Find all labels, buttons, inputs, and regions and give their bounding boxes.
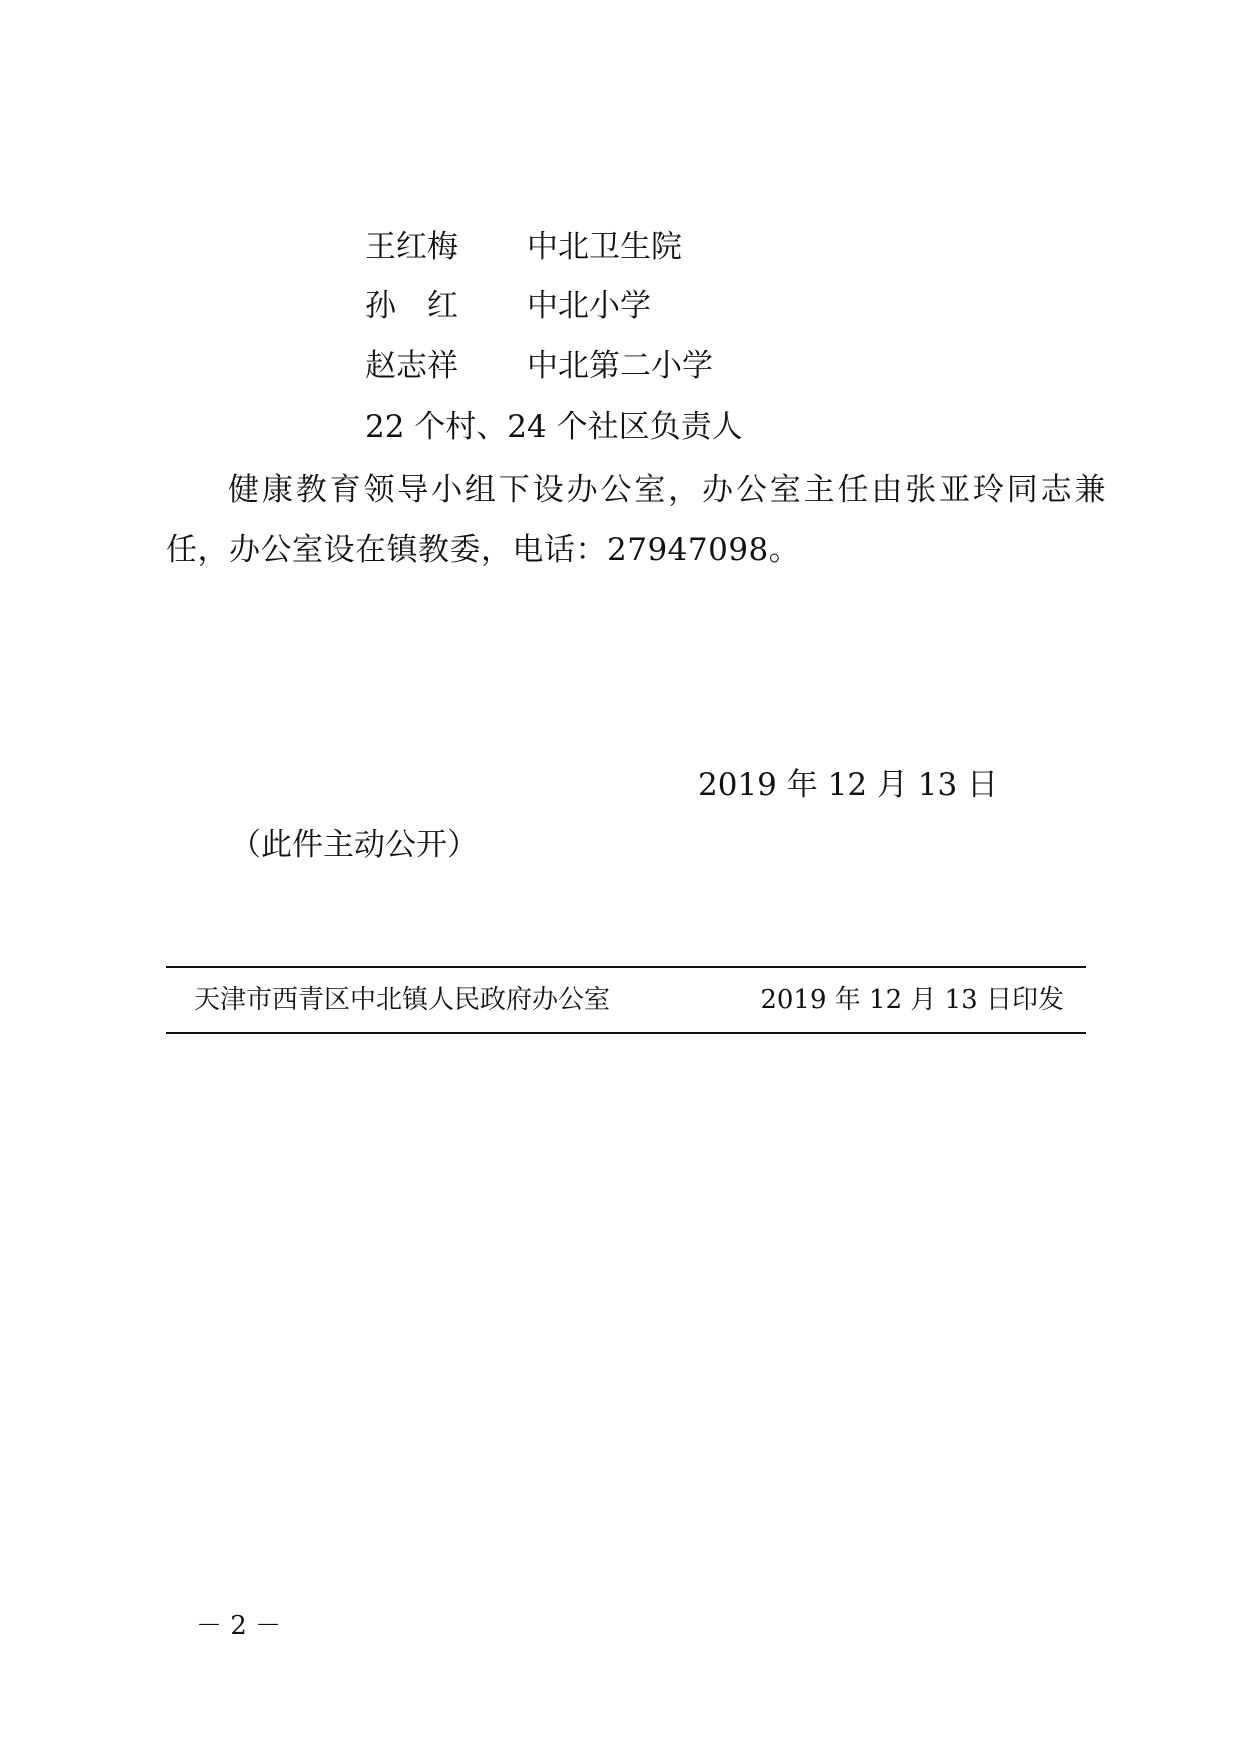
issue-date: 2019 年 12 月 13 日印发 [760, 985, 1064, 1015]
member-name: 赵志祥 [365, 348, 458, 384]
member-row [365, 284, 651, 328]
member-name: 王红梅 [365, 229, 458, 265]
issuing-office: 天津市西青区中北镇人民政府办公室 [194, 985, 611, 1015]
office-paragraph: 健康教育领导小组下设办公室，办公室主任由张亚玲同志兼任，办公室设在镇教委，电话：27947098。 [166, 472, 1106, 568]
member-name: 孙 红 [365, 288, 458, 324]
member-org: 中北小学 [527, 288, 651, 324]
member-row [365, 225, 682, 269]
member-org: 中北卫生院 [527, 229, 682, 265]
footer-bottom-rule [166, 1032, 1086, 1034]
issuance-footer [194, 978, 1064, 1022]
member-row [365, 344, 713, 388]
page-number: － 2 － [196, 1611, 282, 1641]
public-disclosure-note: （此件主动公开） [230, 827, 478, 863]
signature-date: 2019 年 12 月 13 日 [698, 767, 999, 803]
footer-top-rule [166, 966, 1086, 968]
member-org: 中北第二小学 [527, 348, 713, 384]
village-community-summary: 22 个村、24 个社区负责人 [365, 409, 743, 445]
